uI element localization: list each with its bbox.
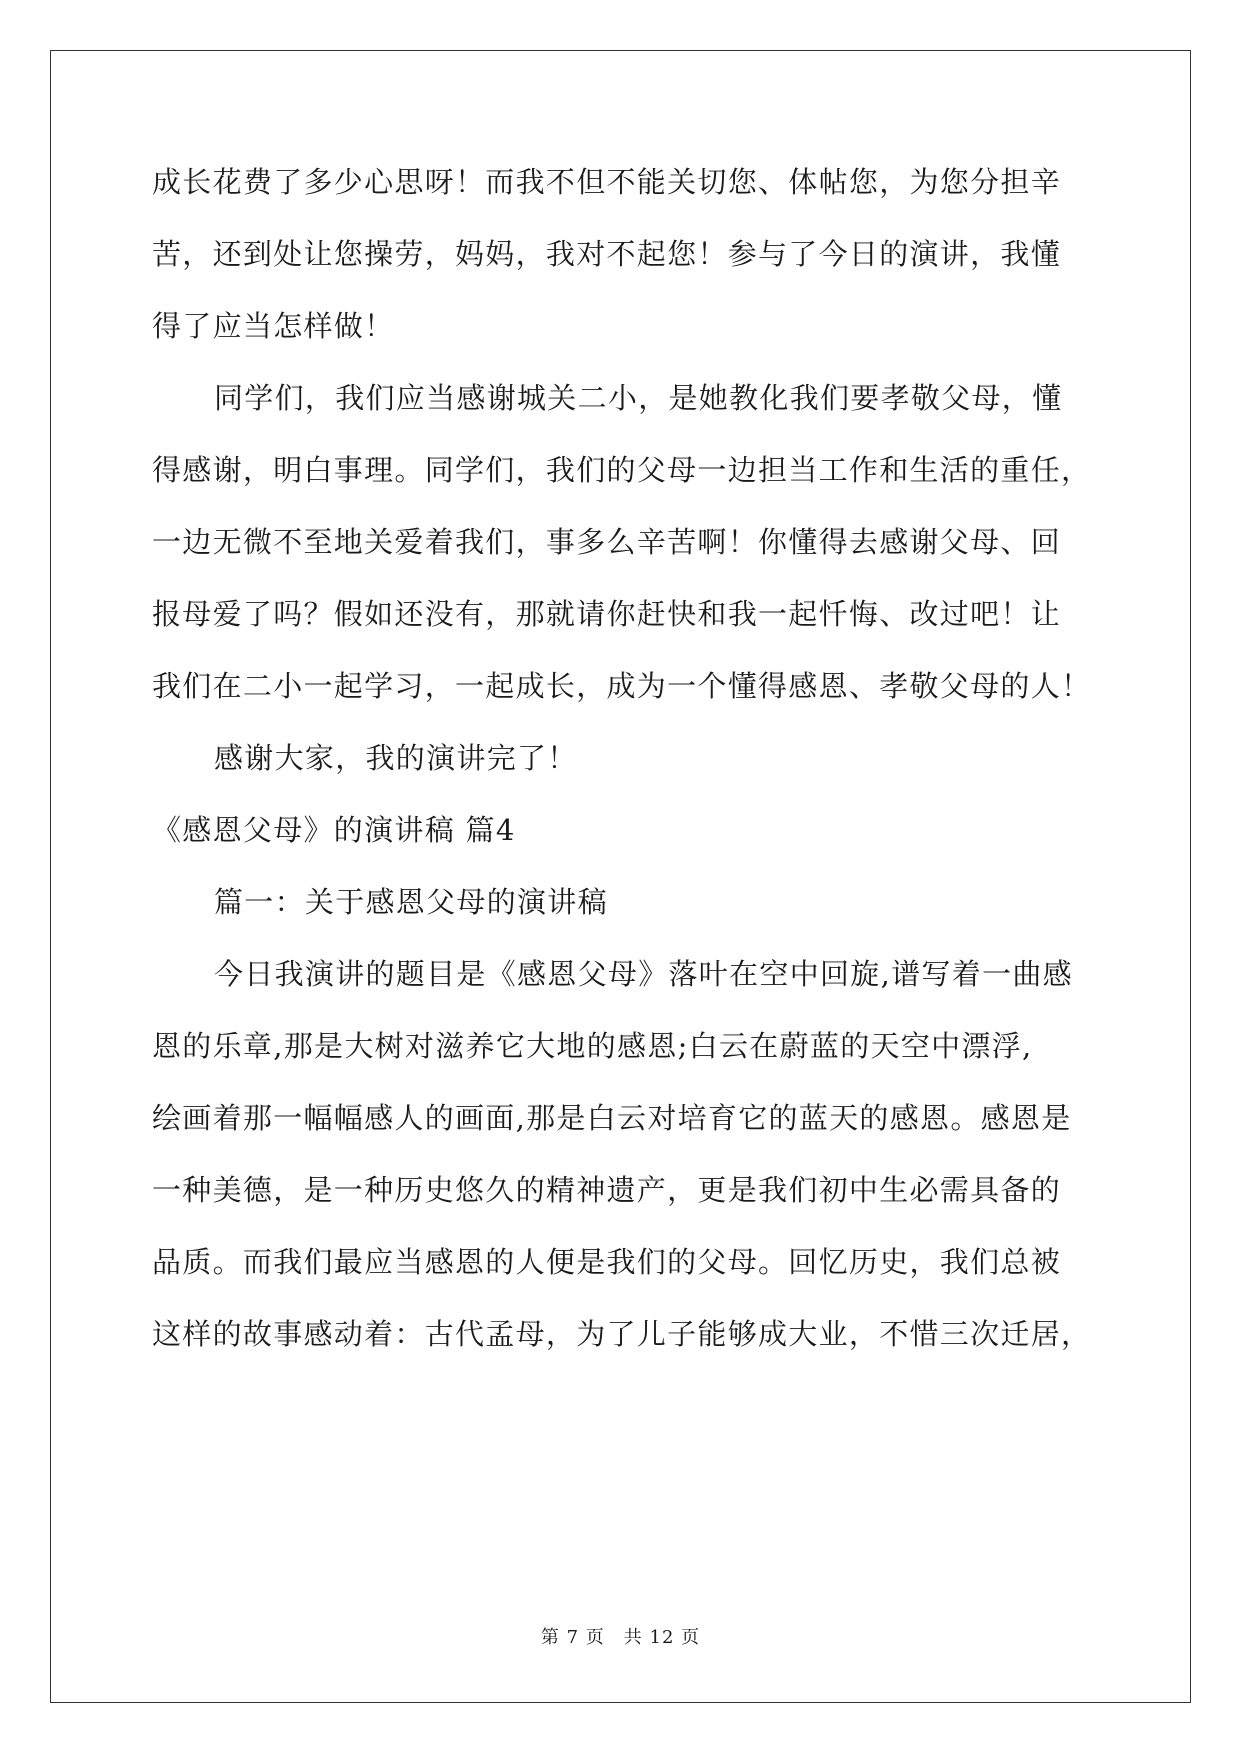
paragraph-line: 苦，还到处让您操劳，妈妈，我对不起您！参与了今日的演讲，我懂 [152, 237, 1062, 271]
page-border [50, 50, 1191, 1703]
paragraph-line: 品质。而我们最应当感恩的人便是我们的父母。回忆历史，我们总被 [152, 1245, 1062, 1279]
paragraph-line: 感谢大家，我的演讲完了！ [214, 741, 578, 775]
paragraph-line: 一边无微不至地关爱着我们，事多么辛苦啊！你懂得去感谢父母、回 [152, 525, 1062, 559]
paragraph-line: 得感谢，明白事理。同学们，我们的父母一边担当工作和生活的重任， [152, 453, 1092, 487]
subsection-heading: 篇一：关于感恩父母的演讲稿 [214, 885, 608, 919]
paragraph-line: 今日我演讲的题目是《感恩父母》落叶在空中回旋,谱写着一曲感 [214, 957, 1073, 991]
paragraph-line: 这样的故事感动着：古代孟母，为了儿子能够成大业，不惜三次迁居， [152, 1317, 1092, 1351]
paragraph-line: 同学们，我们应当感谢城关二小，是她教化我们要孝敬父母，懂 [214, 381, 1063, 415]
paragraph-line: 绘画着那一幅幅感人的画面,那是白云对培育它的蓝天的感恩。感恩是 [152, 1101, 1072, 1135]
page-number-footer: 第 7 页 共 12 页 [540, 1627, 701, 1648]
section-heading: 《感恩父母》的演讲稿 篇4 [152, 813, 516, 847]
paragraph-line: 我们在二小一起学习，一起成长，成为一个懂得感恩、孝敬父母的人！ [152, 669, 1092, 703]
paragraph-line: 报母爱了吗？假如还没有，那就请你赶快和我一起忏悔、改过吧！让 [152, 597, 1062, 631]
paragraph-line: 恩的乐章,那是大树对滋养它大地的感恩;白云在蔚蓝的天空中漂浮, [152, 1029, 1033, 1063]
paragraph-line: 一种美德，是一种历史悠久的精神遗产，更是我们初中生必需具备的 [152, 1173, 1062, 1207]
paragraph-line: 得了应当怎样做！ [152, 309, 395, 343]
paragraph-line: 成长花费了多少心思呀！而我不但不能关切您、体帖您，为您分担辛 [152, 165, 1062, 199]
